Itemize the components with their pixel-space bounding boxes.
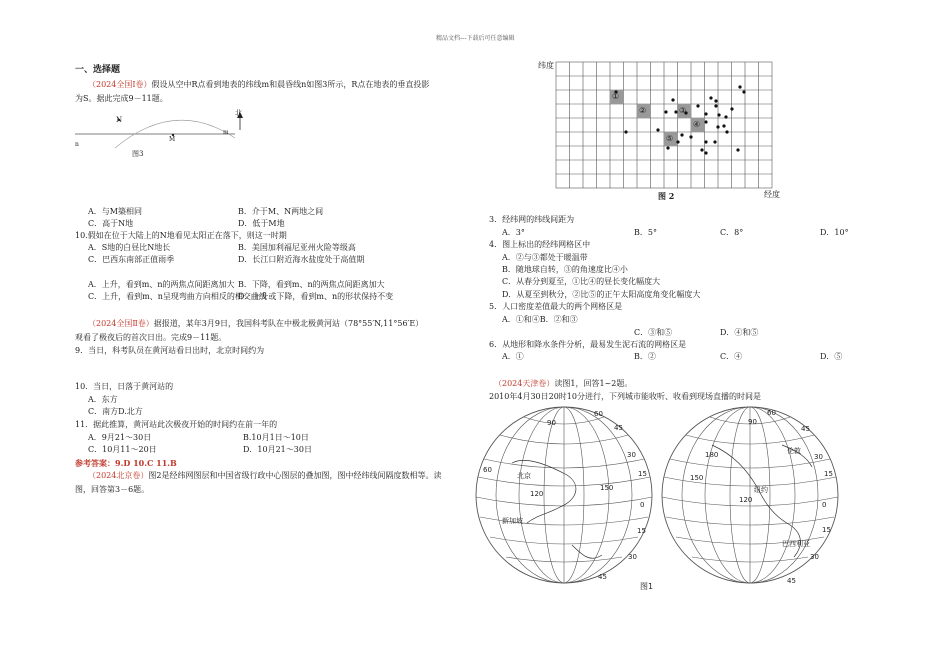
rq5-stem: 5．人口密度差值最大的两个网格区是 bbox=[489, 302, 623, 311]
q2-intro-2: 观看了极夜后的首次日出。完成9－11题。 bbox=[75, 333, 227, 342]
rg-15: 15 bbox=[824, 470, 833, 478]
fig3-caption: 图3 bbox=[132, 150, 144, 158]
rq3-opt-a: A．3° bbox=[502, 228, 525, 237]
globe-figure-1 bbox=[472, 405, 842, 585]
rq3-opt-c: C．8° bbox=[720, 228, 744, 237]
rq6-opt-b: B．② bbox=[634, 352, 656, 361]
q1-intro-1: （2024全国Ⅰ卷）假设从空中R点看到地表的纬线m和晨昏线n如图3所示，R点在地表的垂直投影 bbox=[88, 80, 430, 89]
q1-intro-2: 为S。据此完成9－11题。 bbox=[75, 94, 168, 103]
city-newyork: 纽约 bbox=[754, 486, 768, 494]
answer-key: 参考答案：9.D 10.C 11.B bbox=[75, 458, 177, 468]
q2-q10-opt-a: A．东方 bbox=[88, 395, 118, 404]
rq6-stem: 6．从地形和降水条件分析，最易发生泥石流的网格区是 bbox=[489, 340, 687, 349]
rg-15s: 15 bbox=[822, 526, 831, 534]
rq4-opt-c: C．从春分到夏至，①比④的昼长变化幅度大 bbox=[502, 277, 661, 286]
q10-opt-c: C．巴西东南部正值雨季 bbox=[88, 255, 175, 264]
q3-intro-2: 图，回答第3－6题。 bbox=[75, 485, 150, 494]
rq3-stem: 3．经纬网的纬线间距为 bbox=[489, 215, 575, 224]
grid-caption: 图 2 bbox=[658, 191, 675, 201]
city-brasilia: 巴西利亚 bbox=[782, 540, 810, 548]
lg-150: 150 bbox=[600, 484, 614, 492]
q2-intro-1: （2024全国Ⅱ卷）据报道，某年3月9日，我国科考队在中极北极黄河站（78°55′N,11°56′E） bbox=[88, 319, 424, 328]
rg-90: 90 bbox=[748, 418, 757, 426]
city-singapore: 新加坡 bbox=[502, 517, 523, 525]
lg-0: 0 bbox=[640, 501, 645, 509]
lg-15: 15 bbox=[638, 470, 647, 478]
rg-180: 180 bbox=[705, 451, 719, 459]
q2-q11-opt-a: A．9月21～30日 bbox=[88, 433, 152, 442]
grid-xlabel: 经度 bbox=[764, 190, 780, 199]
grid-label-1: ① bbox=[612, 92, 620, 101]
lg-60: 60 bbox=[594, 410, 603, 418]
q2-q11-opt-b: B.10月1日～10日 bbox=[243, 433, 309, 442]
lg-15s: 15 bbox=[637, 527, 646, 535]
rq5-opt-d: D．④和⑤ bbox=[720, 328, 759, 337]
left-globe bbox=[476, 407, 652, 583]
q2-q11: 11．据此推算，黄河站此次极夜开始的时间约在前一年的 bbox=[75, 420, 278, 429]
section-title: 一、选择题 bbox=[75, 65, 121, 75]
rg-45: 45 bbox=[801, 425, 810, 433]
rq6-opt-a: A．① bbox=[502, 352, 524, 361]
grid-label-4: ④ bbox=[693, 120, 701, 129]
q10-opt-a: A．S地的白昼比N地长 bbox=[88, 243, 171, 252]
q11-opt-d: D．上升或下降，看到m、n的形状保持不变 bbox=[238, 292, 394, 301]
fig3-m: m bbox=[223, 129, 229, 136]
rq5-opt-c: C．③和⑤ bbox=[634, 328, 673, 337]
rg-30s: 30 bbox=[810, 553, 819, 561]
q9-opt-c: C．高于N地 bbox=[88, 219, 134, 228]
globe-caption: 图1 bbox=[640, 582, 654, 591]
rq4-opt-a: A．②与③都处于暖温带 bbox=[502, 253, 588, 262]
q9-opt-a: A．与M築相同 bbox=[88, 207, 142, 216]
q9-opt-d: D．低于M地 bbox=[238, 219, 285, 228]
q11-opt-a: A．上升，看到m、n的两焦点间距离加大 bbox=[88, 280, 235, 289]
q3-intro-1: （2024北京卷）图2是经纬网图层和中国省级行政中心图层的叠加图，图中经纬线间隔度数相等。读 bbox=[88, 471, 442, 480]
tj-intro: （2024天津卷）读图1，回答1~2题。 bbox=[494, 379, 633, 388]
q10-stem: 10.假如在位于大陆上的N地看见太阳正在落下，则这一时期 bbox=[75, 231, 287, 240]
rg-30: 30 bbox=[814, 453, 823, 461]
q2-q10: 10．当日，日落于黄河站的 bbox=[75, 382, 174, 391]
rq4-opt-b: B．随地球自转，③的角速度比④小 bbox=[502, 265, 628, 274]
city-beijing: 北京 bbox=[517, 472, 531, 480]
rg-150: 150 bbox=[690, 474, 704, 482]
q9-opt-b: B．介于M、N两地之间 bbox=[238, 207, 324, 216]
rq3-opt-b: B．5° bbox=[634, 228, 657, 237]
rq6-opt-d: D．⑤ bbox=[820, 352, 843, 361]
q11-opt-b: B．下降，看到m、n的两焦点间距离加大 bbox=[238, 280, 385, 289]
q2-q10-opt-c: C．南方D.北方 bbox=[88, 407, 143, 416]
tj-q1: 2010年4月30日20时10分进行，下列城市能收听、收看到现场直播的时间是 bbox=[489, 392, 761, 401]
lg-30: 30 bbox=[627, 451, 636, 459]
grid-label-2: ② bbox=[639, 106, 647, 115]
lg-45s: 45 bbox=[598, 573, 607, 581]
lg-120: 120 bbox=[530, 490, 544, 498]
q11-opt-c: C．上升，看到m、n呈现弯曲方向相反的相交曲线 bbox=[88, 292, 267, 301]
fig3-N: N bbox=[116, 116, 123, 124]
lg-90: 90 bbox=[547, 419, 556, 427]
rg-45s: 45 bbox=[787, 577, 796, 585]
q10-opt-d: D．长江口附近海水盐度处于高值期 bbox=[238, 255, 365, 264]
fig3-M: M bbox=[169, 136, 176, 143]
grid-figure-2 bbox=[556, 62, 786, 197]
rg-120: 120 bbox=[739, 496, 753, 504]
fig3-n: n bbox=[75, 141, 79, 148]
lg-45: 45 bbox=[614, 424, 623, 432]
rq4-stem: 4．图上标出的经纬网格区中 bbox=[489, 240, 591, 249]
lg-30s: 30 bbox=[628, 553, 637, 561]
q10-opt-b: B．美国加利福尼亚州火险等级高 bbox=[238, 243, 356, 252]
fig3-north: 北 bbox=[235, 109, 242, 117]
q2-q11-opt-c: C．10月11～20日 bbox=[88, 445, 157, 454]
q2-q9: 9．当日，科考队员在黄河站看日出时，北京时间约为 bbox=[75, 346, 265, 355]
rq4-opt-d: D．从夏至到秋分，②比⑤的正午太阳高度角变化幅度大 bbox=[502, 290, 701, 299]
grid-ylabel: 纬度 bbox=[538, 61, 554, 70]
rg-0: 0 bbox=[822, 501, 827, 509]
rg-60: 60 bbox=[767, 409, 776, 417]
q2-q11-opt-d: D．10月21～30日 bbox=[243, 445, 312, 454]
rq5-opt-ab: A．①和④B．②和③ bbox=[502, 315, 578, 324]
rq3-opt-d: D．10° bbox=[820, 228, 849, 237]
lg-60w: 60 bbox=[483, 466, 492, 474]
page-header: 精品文档---下载后可任意编辑 bbox=[436, 35, 515, 42]
rq6-opt-c: C．④ bbox=[720, 352, 743, 361]
grid-label-5: ⑤ bbox=[666, 134, 674, 143]
grid-label-3: ③ bbox=[679, 106, 687, 115]
city-london: 伦敦 bbox=[787, 447, 801, 455]
